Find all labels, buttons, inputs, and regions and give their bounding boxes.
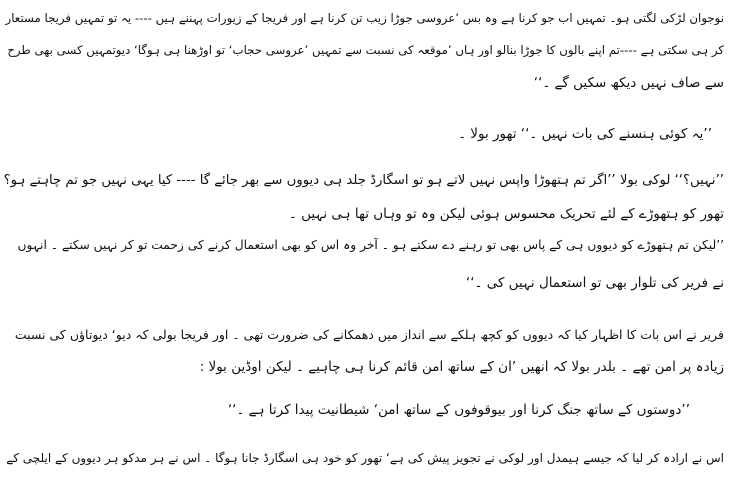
text-line-4: ’’یہ کوئی ہنسنے کی بات نہیں ۔‘‘ تھور بولا ۔ [458, 126, 712, 142]
text-line-2: کر ہی سکتی ہے ----تم اپنے بالوں کا جوڑا بنالو اور ہاں ’موقعہ کی نسبت سے تمہیں ’عروسی حجاب‘ تو اوڑھنا ہی ہوگا‘ دیوتمہیں کسی بھی طرح [7, 43, 724, 57]
text-line-12: اس نے ارادہ کر لیا کہ جیسے ہیمدل اور لوکی نے تجویز پیش کی ہے‘ تھور کو خود ہی اسگارڈ جانا ہوگا ۔ اس نے ہر مدکو ہر دیووں کے ایلچی کے [6, 451, 724, 465]
text-line-3: سے صاف نہیں دیکھ سکیں گے ۔‘‘ [533, 75, 724, 91]
text-line-5: ’’نہیں؟‘‘ لوکی بولا ’’اگر تم ہتھوڑا واپس نہیں لاتے ہو تو اسگارڈ جلد ہی دیووں سے بھر جائے گا ---- کیا یہی نہیں جو تم چاہتے ہو؟ [4, 173, 724, 188]
text-line-10: زیادہ پر امن تھے ۔ بلدر بولا کہ انھیں ’ان کے ساتھ امن قائم کرنا ہی چاہیے ۔ لیکن اوڈین بولا : [199, 359, 724, 375]
text-line-1: نوجوان لڑکی لگتی ہو۔ تمہیں اب جو کرنا ہے وہ بس ’عروسی جوڑا زیب تن کرنا ہے اور فریجا کے زیورات پہننے ہیں ---- یہ تو تمہیں فریجا مستعار [5, 11, 724, 25]
text-line-6: تھور کو ہتھوڑے کے لئے تحریک محسوس ہوئی لیکن وہ تو وہاں تھا ہی نہیں ۔ [288, 206, 724, 222]
text-line-8: نے فریر کی تلوار بھی تو استعمال نہیں کی ۔‘‘ [465, 275, 724, 291]
text-line-7: ’’لیکن تم ہتھوڑے کو دیووں ہی کے پاس بھی تو رہنے دے سکتے ہو ۔ آخر وہ اس کو بھی استعمال کرنے کی زحمت تو کر نہیں سکتے ۔ انہوں [17, 238, 724, 252]
text-line-11: ’’دوستوں کے ساتھ جنگ کرنا اور بیوقوفوں کے ساتھ امن‘ شیطانیت پیدا کرتا ہے ۔‘‘ [227, 402, 690, 418]
text-line-9: فریر نے اس بات کا اظہار کیا کہ دیووں کو کچھ ہلکے سے انداز میں دھمکانے کی ضرورت تھی ۔ اور فریجا بولی کہ دیو‘ دیوتاؤں کی نسبت [14, 327, 724, 342]
